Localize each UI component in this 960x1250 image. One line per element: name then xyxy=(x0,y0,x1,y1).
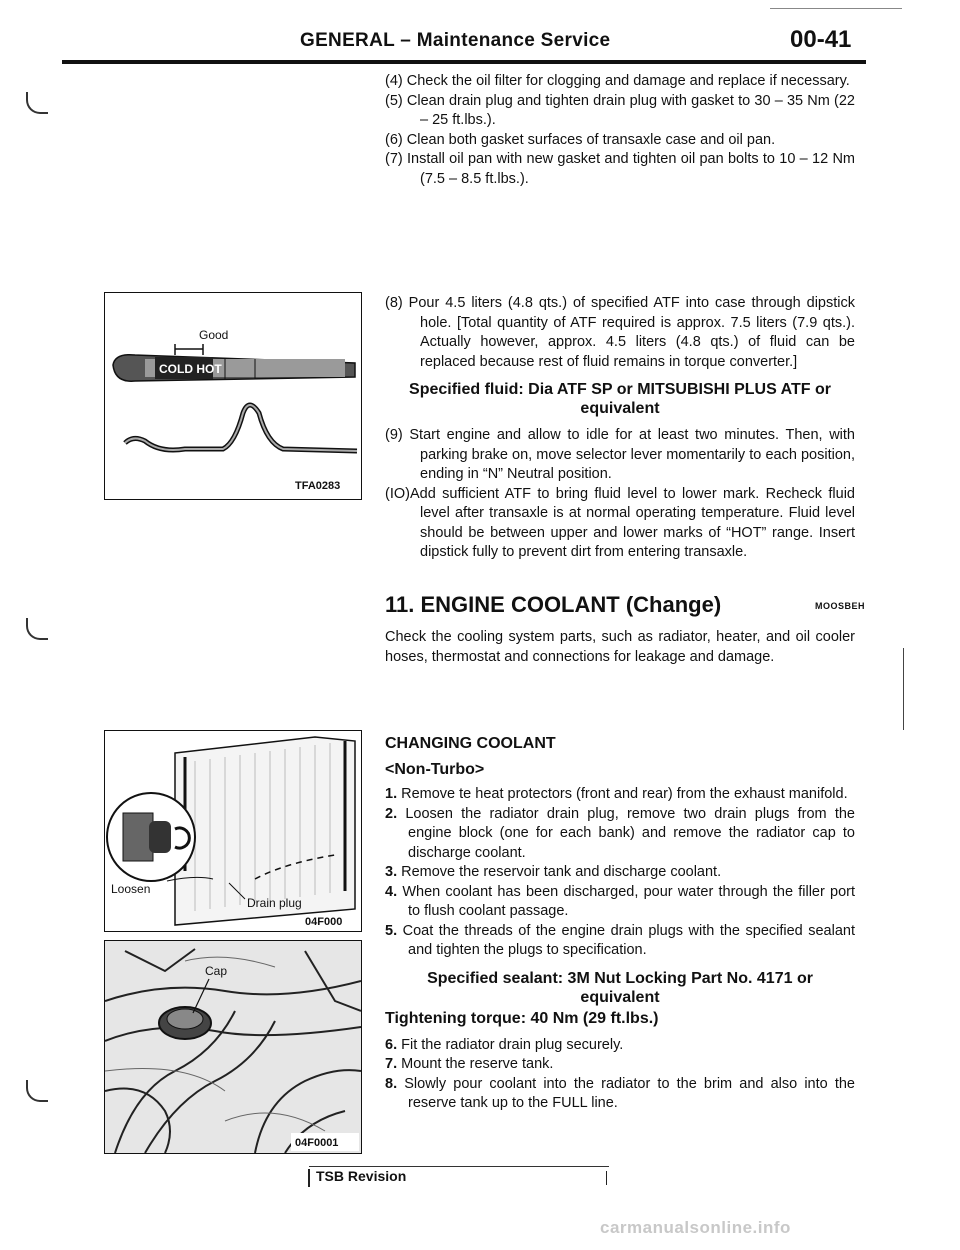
label-loosen: Loosen xyxy=(111,882,151,896)
coolant-step-7: 7. Mount the reserve tank. xyxy=(385,1056,554,1072)
coolant-step-3: 3. Remove the reservoir tank and discharge coolant. xyxy=(385,864,722,880)
steps-top xyxy=(385,72,855,189)
binding-mark xyxy=(26,1080,48,1102)
coolant-step-8: 8. Slowly pour coolant into the radiator to the brim and also into the reserve tank up to the FULL line. xyxy=(385,1075,855,1111)
footer-left-bar xyxy=(308,1169,310,1187)
figure-code: 04F000 xyxy=(305,916,343,928)
figure-dipstick xyxy=(104,292,362,500)
binding-mark xyxy=(26,618,48,640)
label-cap: Cap xyxy=(205,964,228,978)
label-drain-plug: Drain plug xyxy=(247,896,302,910)
label-good: Good xyxy=(199,328,229,342)
step-5: (5) Clean drain plug and tighten drain plug with gasket to 30 – 35 Nm (22 – 25 ft.lbs.). xyxy=(385,92,855,128)
revision-bar xyxy=(903,648,904,730)
coolant-step-1: 1. Remove te heat protectors (front and rear) from the exhaust manifold. xyxy=(385,786,848,802)
intro-text: Check the cooling system parts, such as radiator, heater, and oil cooler hoses, thermostat and connections for leakage and damage. xyxy=(385,629,855,665)
step-6: (6) Clean both gasket surfaces of transaxle case and oil pan. xyxy=(385,131,776,148)
top-rule xyxy=(770,8,902,9)
binding-mark xyxy=(26,92,48,114)
figure-code: TFA0283 xyxy=(295,480,341,492)
step-4: (4) Check the oil filter for clogging and damage and replace if necessary. xyxy=(385,73,850,89)
tsb-revision-label: TSB Revision xyxy=(316,1168,407,1184)
radiator-illustration xyxy=(105,731,361,931)
coolant-step-4: 4. When coolant has been discharged, pour water through the filler port to flush coolant passage. xyxy=(385,883,856,919)
changing-heading: CHANGING COOLANT xyxy=(385,735,556,752)
specified-sealant: Specified sealant: 3M Nut Locking Part No. 4171 or equivalent xyxy=(427,969,813,1006)
engine-bay-illustration xyxy=(105,941,361,1153)
page-number: 00-41 xyxy=(790,26,852,53)
figure-radiator xyxy=(104,730,362,932)
section-11-heading xyxy=(385,592,866,622)
non-turbo-heading: <Non-Turbo> xyxy=(385,760,485,778)
section-title: 11. ENGINE COOLANT (Change) xyxy=(385,592,722,617)
header-dash: – xyxy=(400,30,412,51)
changing-coolant xyxy=(385,734,855,1114)
steps-list-1 xyxy=(385,785,855,961)
coolant-step-6: 6. Fit the radiator drain plug securely. xyxy=(385,1036,624,1053)
step-10: (IO)Add sufficient ATF to bring fluid level to lower mark. Recheck fluid level after transaxle is at normal operating temperature. Fluid level should be between upper and lower marks of “HOT” range. Insert dipstick fully to prevent dirt from entering transaxle. xyxy=(385,485,855,560)
step-8: (8) Pour 4.5 liters (4.8 qts.) of specified ATF into case through dipstick hole. [Total quantity of ATF required is approx. 7.5 liters (7.9 qts.). Actually however, approx. 4.5 liters (4.8 qts.) of fluid can be replaced because rest of fluid remains in torque converter.] xyxy=(385,295,855,370)
specified-fluid: Specified fluid: Dia ATF SP or MITSUBISHI PLUS ATF or equivalent xyxy=(409,381,831,417)
tightening-torque: Tightening torque: 40 Nm (29 ft.lbs.) xyxy=(385,1009,659,1027)
step-7: (7) Install oil pan with new gasket and tighten oil pan bolts to 10 – 12 Nm (7.5 – 8.5 ft.lbs.). xyxy=(385,151,855,187)
figure-radiator-cap xyxy=(104,940,362,1154)
coolant-step-5: 5. Coat the threads of the engine drain plugs with the specified sealant and tighten the plugs to specification. xyxy=(385,922,855,958)
watermark: carmanualsonline.info xyxy=(600,1218,791,1237)
steps-middle xyxy=(385,294,855,563)
dipstick-marking: COLD HOT xyxy=(159,362,222,376)
steps-list-2 xyxy=(385,1036,855,1114)
figure-code: 04F0001 xyxy=(295,1137,339,1149)
page-header-title xyxy=(300,30,610,52)
section-11-intro xyxy=(385,628,855,667)
header-section: GENERAL xyxy=(300,30,395,51)
reference-code: MOOSBEH xyxy=(815,601,866,611)
coolant-step-2: 2. Loosen the radiator drain plug, remove two drain plugs from the engine block (one for each bank) and remove the radiator cap to discharge coolant. xyxy=(385,805,855,861)
footer-right-bar xyxy=(606,1171,607,1185)
dipstick-illustration xyxy=(105,293,361,499)
step-9: (9) Start engine and allow to idle for at least two minutes. Then, with parking brake on, move selector lever momentarily to each position, ending in “N” Neutral position. xyxy=(385,427,855,482)
header-rule xyxy=(62,60,866,64)
header-subtitle: Maintenance Service xyxy=(416,30,611,51)
